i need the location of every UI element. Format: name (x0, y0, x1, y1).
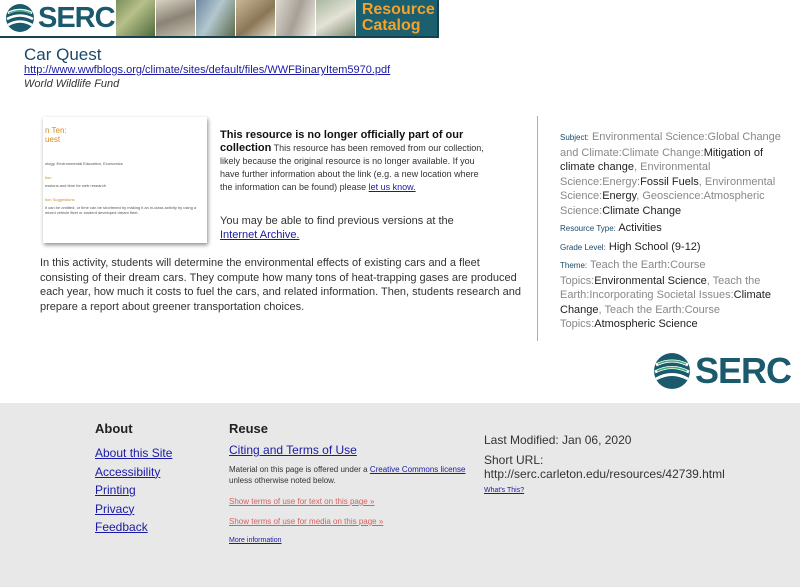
thumbnail-title-line: uest (45, 135, 61, 144)
printing-link[interactable]: Printing (95, 483, 136, 497)
banner-photo (116, 0, 156, 36)
subject-path[interactable]: Environmental Science:Global Change and Climate:Climate Change: (560, 131, 781, 159)
banner-photo-strip (116, 0, 356, 36)
license-text: Material on this page is offered under a (229, 465, 370, 474)
thumbnail-text: it can be omitted, or time can be shortened by making it an in-class activity by using a (45, 205, 197, 210)
catalog-line-1: Resource (361, 1, 435, 18)
theme-path[interactable]: Teach the Earth:Course Topics: (560, 259, 706, 287)
theme-path[interactable]: , Teach the Earth:Incorporating Societal Issues: (560, 274, 761, 301)
serc-brand[interactable] (0, 0, 116, 36)
serc-logo-icon (5, 3, 35, 33)
theme-path[interactable]: , Teach the Earth:Course Topics: (560, 303, 721, 330)
thumbnail-text: essions and time for web research (45, 183, 106, 188)
short-url: Short URL: http://serc.carleton.edu/resources/42739.html (484, 453, 725, 481)
archive-text: You may be able to find previous versions at the (220, 215, 454, 227)
resource-catalog-label[interactable] (356, 0, 437, 36)
brand-wordmark: SERC (38, 1, 115, 34)
archive-note (220, 214, 490, 242)
serc-footer-logo[interactable] (653, 350, 791, 392)
notice-body: This resource has been removed from our collection, likely because the original resource is no longer available. If you have further information about the link (e.g. a new location where the information can be found) please (220, 143, 484, 192)
subject-term[interactable]: Energy (602, 190, 637, 202)
removed-resource-notice (220, 129, 490, 194)
about-heading: About (95, 421, 133, 436)
thumbnail-title (45, 126, 67, 144)
privacy-link[interactable]: Privacy (95, 501, 135, 516)
thumbnail-text: mixed vehicle fleet or student developed dream fleet. (45, 210, 139, 215)
footer-reuse (229, 421, 469, 544)
banner-photo (196, 0, 236, 36)
theme-term[interactable]: Atmospheric Science (594, 318, 698, 330)
resource-description: In this activity, students will determine the environmental effects of existing cars and a fleet consisting of their dream cars. They compute how many tons of heat-trapping gases are produced each year, how much it costs to fuel the cars, and related information. Then, students research and prepare a report about greener transportation choices. (40, 257, 522, 313)
more-information-link[interactable]: More information (229, 537, 282, 544)
resource-organization: World Wildlife Fund (24, 78, 120, 90)
subject-row (560, 130, 800, 218)
thumbnail-text: tion (45, 175, 52, 180)
resource-thumbnail (43, 117, 207, 243)
resource-type-value[interactable]: Activities (618, 222, 662, 234)
show-text-terms-link[interactable]: Show terms of use for text on this page » (229, 497, 375, 506)
grade-level-label: Grade Level: (560, 242, 606, 252)
let-us-know-link[interactable]: let us know. (368, 182, 416, 192)
subject-term[interactable]: Fossil Fuels (640, 175, 699, 188)
resource-type-label: Resource Type: (560, 224, 616, 233)
banner-photo (156, 0, 196, 36)
grade-level-value[interactable]: High School (9-12) (608, 240, 701, 253)
license-note (229, 464, 469, 486)
column-divider (537, 116, 538, 341)
banner-photo (276, 0, 316, 36)
site-banner[interactable] (0, 0, 439, 38)
resource-metadata (560, 130, 800, 335)
theme-label: Theme: (560, 261, 588, 270)
footer-about (95, 421, 172, 537)
resource-type-row (560, 221, 800, 237)
banner-photo (316, 0, 356, 36)
subject-path[interactable]: , Environmental Science: (560, 175, 776, 202)
serc-wordmark: SERC (695, 350, 792, 391)
resource-url-link[interactable]: http://www.wwfblogs.org/climate/sites/default/files/WWFBinaryItem5970.pdf (24, 64, 391, 76)
subject-term[interactable]: Climate Change (602, 204, 682, 217)
about-this-site-link[interactable]: About this Site (95, 446, 173, 460)
reuse-heading: Reuse (229, 421, 269, 436)
thumbnail-title-line: n Ten: (45, 126, 67, 135)
internet-archive-link[interactable]: Internet Archive. (220, 229, 300, 241)
show-media-terms-link[interactable]: Show terms of use for media on this page » (229, 517, 384, 526)
accessibility-link[interactable]: Accessibility (95, 464, 161, 479)
whats-this-link[interactable]: What's This? (484, 487, 525, 494)
notice-heading: This resource is no longer officially part of our collection (220, 129, 464, 154)
citing-terms-link[interactable]: Citing and Terms of Use (229, 443, 357, 457)
feedback-link[interactable]: Feedback (95, 520, 148, 534)
banner-photo (236, 0, 276, 36)
grade-level-row (560, 240, 800, 256)
page-title: Car Quest (24, 45, 102, 64)
thumbnail-text: tion Suggestions (45, 197, 75, 202)
last-modified: Last Modified: Jan 06, 2020 (484, 433, 632, 447)
creative-commons-link[interactable]: Creative Commons license (369, 465, 466, 474)
site-footer (0, 403, 800, 587)
theme-term[interactable]: Environmental Science (594, 274, 707, 287)
footer-page-info (484, 433, 784, 495)
catalog-line-2: Catalog (361, 17, 421, 34)
subject-path[interactable]: , Geoscience:Atmospheric Science: (560, 190, 765, 217)
thumbnail-text: ology, Environmental Education, Economics (45, 161, 123, 166)
subject-path[interactable]: , Environmental Science:Energy: (560, 161, 711, 188)
theme-term[interactable]: Climate Change (560, 289, 771, 316)
subject-term[interactable]: Mitigation of climate change (560, 146, 763, 173)
subject-label: Subject: (560, 133, 589, 142)
theme-row (560, 258, 800, 332)
serc-logo-icon (653, 352, 691, 390)
license-tail: unless otherwise noted below. (229, 476, 336, 485)
